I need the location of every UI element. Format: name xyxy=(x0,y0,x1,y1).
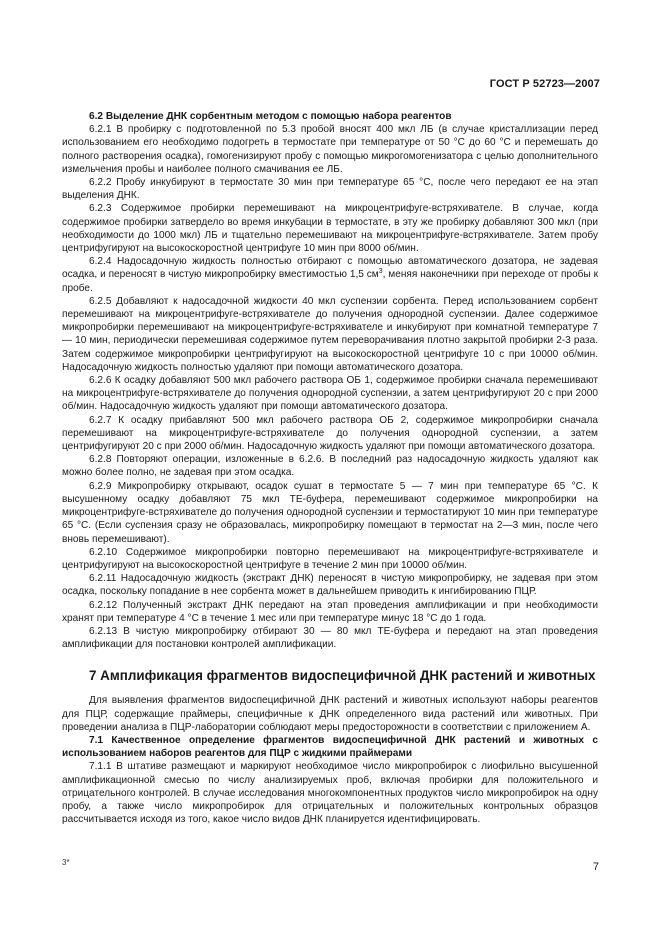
paragraph-6-2-13: 6.2.13 В чистую микропробирку отбирают 30 — 80 мкл ТЕ-буфера и передают на этап проведения амплификации для постановки контролей амплификации. xyxy=(62,625,598,651)
paragraph-6-2-2: 6.2.2 Пробу инкубируют в термостате 30 мин при температуре 65 °С, после чего передают ее на этап выделения ДНК. xyxy=(62,177,598,202)
paragraph-6-2-4-text-a: 6.2.4 Надосадочную жидкость полностью отбирают с помощью автоматического дозатора, не задевая осадка, и переносят в чистую микропробирку вместимостью 1,5 см xyxy=(62,256,598,281)
paragraph-6-2-5: 6.2.5 Добавляют к надосадочной жидкости 40 мкл суспензии сорбента. Перед использованием сорбент перемешивают на микроцентрифуге-встряхивателе до получения однородной суспензии. Далее содержимое микропробирки перемешивают на микроцентрифуге-встряхивателе и инкубируют при комнатной температуре 7— 10 мин, периодически перемешивая содержимое путем переворачивания плотно закрытой пробирки 2-3 раза. Затем содержимое микропробирки центрифугируют на высокоскоростной центрифуге 10 с при 10000 об/мин. Надосадочную жидкость полностью удаляют при помощи автоматического дозатора. xyxy=(62,295,598,373)
section-heading-6-2: 6.2 Выделение ДНК сорбентным методом с помощью набора реагентов xyxy=(89,111,452,122)
document-code: ГОСТ Р 52723—2007 xyxy=(489,78,600,90)
sheet-mark: 3* xyxy=(62,858,70,867)
page-body xyxy=(62,110,598,826)
superscript-cubic: 3 xyxy=(378,268,383,276)
paragraph-6-2-7: 6.2.7 К осадку прибавляют 500 мкл рабочего раствора ОБ 2, содержимое микропробирки сначала перемешивают на микроцентрифуге-встряхивателе до получения однородной суспензии, а затем центрифугируют 20 с при 2000 об/мин. Надосадочную жидкость удаляют при помощи автоматического дозатора. xyxy=(62,414,598,453)
page-number: 7 xyxy=(592,861,599,873)
paragraph-6-2-1: 6.2.1 В пробирку с подготовленной по 5.3 пробой вносят 400 мкл ЛБ (в случае кристаллизации перед использованием его необходимо подогреть в термостате при температуре от 50 °С до 60 °С и перемешать до полного растворения осадка), гомогенизируют пробу с помощью микрогомогенизатора с целью дополнительного измельчения пробы и наиболее полного смачивания ее ЛБ. xyxy=(62,124,598,175)
paragraph-6-2-9: 6.2.9 Микропробирку открывают, осадок сушат в термостате 5 — 7 мин при температуре 65 °С. К высушенному осадку добавляют 75 мкл ТЕ-буфера, перемешивают содержимое микропробирки на микроцентрифуге-встряхивателе до получения однородной суспензии и термостатируют 10 мин при температуре 65 °С. (Если суспензия сразу не образовалась, микропробирку помещают в термостат на 2—3 мин, после чего вновь перемешивают). xyxy=(62,480,598,545)
paragraph-6-2-4-text-b: , меняя наконечники при переходе от пробы к пробе. xyxy=(62,269,598,294)
paragraph-7-1-1: 7.1.1 В штативе размещают и маркируют необходимое число микропробирок с лиофильно высушенной амплификационной смесью по числу анализируемых проб, включая пробирки для положительного и отрицательного контролей. В случае исследования многокомпонентных продуктов число микропробирок на одну пробу, а также число микропробирок для отрицательных и положительных контрольных образцов рассчитывается исходя из того, какое число видов ДНК планируется идентифицировать. xyxy=(62,761,598,826)
section-heading-7: 7 Амплификация фрагментов видоспецифичной ДНК растений и животных xyxy=(89,668,596,684)
paragraph-6-2-11: 6.2.11 Надосадочную жидкость (экстракт ДНК) переносят в чистую микропробирку, не задевая при этом осадка, поскольку попадание в нее сорбента может в дальнейшем приводить к ингибированию ПЦР. xyxy=(62,573,598,598)
paragraph-6-2-6: 6.2.6 К осадку добавляют 500 мкл рабочего раствора ОБ 1, содержимое пробирки сначала перемешивают на микроцентрифуге-встряхивателе до получения однородной суспензии, а затем центрифугируют 20 с при 2000 об/мин. Надосадочную жидкость удаляют при помощи автоматического дозатора. xyxy=(62,375,598,413)
paragraph-6-2-12: 6.2.12 Полученный экстракт ДНК передают на этап проведения амплификации и при необходимости хранят при температуре 4 °С в течение 1 мес или при температуре минус 18 °С до 1 года. xyxy=(62,599,598,624)
paragraph-6-2-3: 6.2.3 Содержимое пробирки перемешивают на микроцентрифуге-встряхивателе. В случае, когда содержимое пробирки затвердело во время инкубации в термостате, в эту же пробирку добавляют 300 мкл (при необходимости до 1000 мкл) ЛБ и тщательно перемешивают на микроцентрифуге-встряхивателе. Затем пробу центрифугируют на высокоскоростной центрифуге 10 мин при 8000 об/мин. xyxy=(62,203,598,255)
section-heading-7-1: 7.1 Качественное определение фрагментов видоспецифичной ДНК растений и животных с использованием наборов реагентов для ПЦР с жидкими праймерами xyxy=(62,734,598,760)
paragraph-6-2-10: 6.2.10 Содержимое микропробирки повторно перемешивают на микроцентрифуге-встряхивателе и центрифугируют на высокоскоростной центрифуге в течение 2 мин при 10000 об/мин. xyxy=(62,546,598,571)
paragraph-6-2-8: 6.2.8 Повторяют операции, изложенные в 6.2.6. В последний раз надосадочную жидкость удаляют как можно более полно, не задевая при этом осадка. xyxy=(62,454,598,479)
paragraph-6-2-4 xyxy=(62,255,598,295)
paragraph-7-intro: Для выявления фрагментов видоспецифичной ДНК растений и животных используют наборы реагентов для ПЦР, содержащие праймеры, специфичные к ДНК определенного вида растений или животных. При проведении анализа в ПЦР-лаборатории соблюдают меры предосторожности в соответствии с приложением А. xyxy=(62,695,598,733)
